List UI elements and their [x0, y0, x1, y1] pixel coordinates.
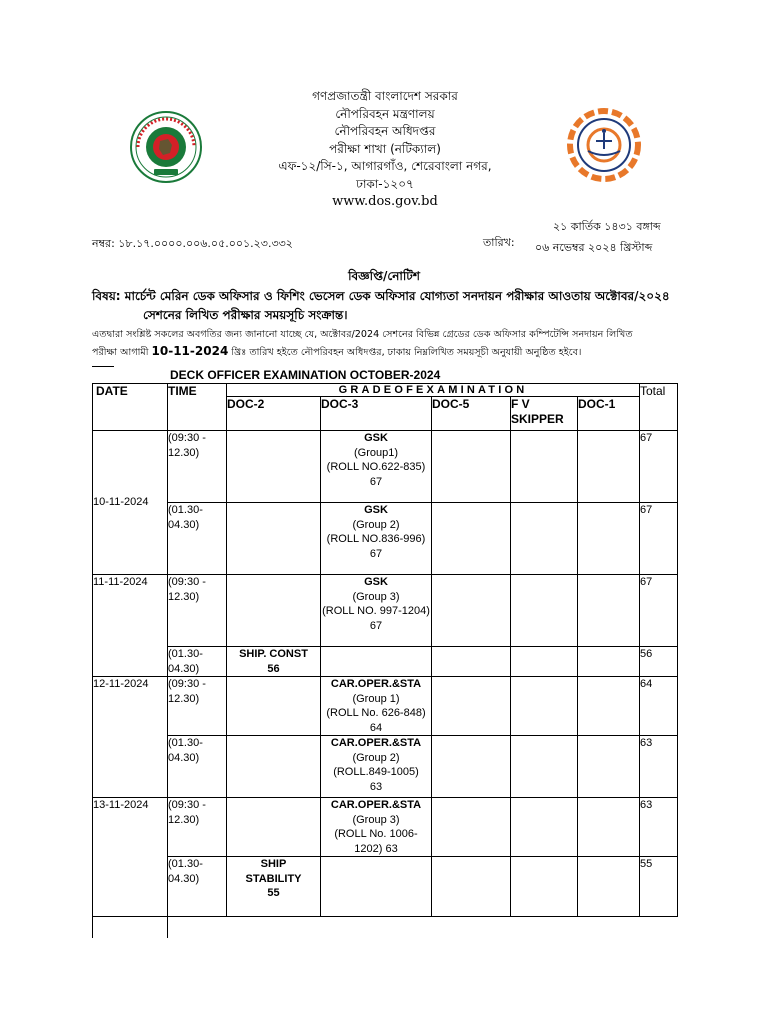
header-line-ministry: নৌপরিবহন মন্ত্রণালয় — [335, 106, 435, 121]
doc5-cell — [432, 647, 511, 677]
subject-line-2: সেশনের লিখিত পরীক্ষার সময়সূচি সংক্রান্ত। — [143, 308, 348, 322]
exam-title: DECK OFFICER EXAMINATION OCTOBER-2024 — [170, 368, 441, 382]
header-fv-skipper: F V SKIPPER — [511, 397, 578, 431]
time-cell: (09:30 - 12.30) — [168, 677, 227, 736]
time-cell: (09:30 - 12.30) — [168, 575, 227, 647]
header-doc-5: DOC-5 — [432, 397, 511, 431]
fv-skipper-cell — [511, 575, 578, 647]
doc2-cell — [227, 575, 321, 647]
exam-schedule-table — [92, 383, 678, 917]
doc1-cell — [578, 503, 640, 575]
date-cell — [93, 431, 168, 575]
divider-dash — [92, 366, 114, 367]
table-row — [93, 677, 678, 736]
table-row — [93, 431, 678, 503]
doc2-cell — [227, 798, 321, 857]
fv-skipper-cell — [511, 677, 578, 736]
time-cell: (01.30-04.30) — [168, 503, 227, 575]
doc2-count: 56 — [267, 662, 280, 675]
doc5-cell — [432, 503, 511, 575]
table-row — [93, 857, 678, 917]
doc3-subject: GSK — [364, 504, 388, 516]
time-cell: (01.30-04.30) — [168, 647, 227, 677]
header-time: TIME — [168, 384, 227, 431]
doc1-cell — [578, 431, 640, 503]
header-line-section: পরীক্ষা শাখা (নটিক্যাল) — [329, 141, 441, 156]
doc3-cell — [321, 575, 432, 647]
doc2-cell — [227, 857, 321, 917]
doc3-group: (Group 2) — [352, 518, 400, 531]
doc1-cell — [578, 647, 640, 677]
doc2-cell — [227, 677, 321, 736]
fv-skipper-cell — [511, 857, 578, 917]
header-total: Total — [640, 384, 678, 431]
date-value: 10-11-2024 — [93, 496, 149, 509]
doc1-cell — [578, 575, 640, 647]
doc5-cell — [432, 431, 511, 503]
doc3-roll: (ROLL NO.622-835) — [326, 461, 426, 473]
header-website: www.dos.gov.bd — [332, 194, 438, 209]
fv-skipper-cell — [511, 503, 578, 575]
table-row — [93, 798, 678, 857]
fv-skipper-cell — [511, 798, 578, 857]
doc2-count: 55 — [267, 887, 280, 899]
total-cell: 67 — [640, 575, 678, 647]
doc3-subject: CAR.OPER.&STA — [330, 678, 422, 690]
header-grade-of-examination: GRADEOFEXAMINATION — [227, 384, 640, 397]
doc3-cell — [321, 857, 432, 917]
doc3-cell — [321, 798, 432, 857]
header-line-city: ঢাকা-১২০৭ — [356, 176, 414, 191]
doc3-subject: GSK — [364, 576, 388, 588]
doc2-cell — [227, 647, 321, 677]
doc1-cell — [578, 736, 640, 798]
fv-skipper-cell — [511, 647, 578, 677]
doc3-count: 63 — [369, 780, 383, 793]
date-value: 13-11-2024 — [93, 799, 149, 811]
time-cell: (09:30 - 12.30) — [168, 798, 227, 857]
notice-title: বিজ্ঞপ্তি/নোটিশ — [348, 269, 420, 283]
fv-skipper-cell — [511, 431, 578, 503]
header-line-government: গণপ্রজাতন্ত্রী বাংলাদেশ সরকার — [312, 89, 458, 103]
doc1-cell — [578, 798, 640, 857]
total-cell: 67 — [640, 503, 678, 575]
doc5-cell — [432, 798, 511, 857]
doc3-subject: CAR.OPER.&STA — [330, 799, 422, 811]
doc5-cell — [432, 736, 511, 798]
date-cell — [93, 798, 168, 917]
total-cell: 67 — [640, 431, 678, 503]
date-value: 11-11-2024 — [93, 576, 148, 588]
date-bangla: ২১ কার্তিক ১৪৩১ বঙ্গাব্দ — [553, 220, 661, 233]
doc3-group: (Group 3) — [352, 813, 400, 826]
doc1-cell — [578, 857, 640, 917]
body-start-date: 10-11-2024 — [151, 344, 229, 358]
doc1-cell — [578, 677, 640, 736]
doc3-count: 67 — [369, 547, 383, 560]
doc3-group: (Group 3) — [352, 590, 400, 603]
table-row — [93, 736, 678, 798]
header-line-address: এফ-১২/সি-১, আগারগাঁও, শেরেবাংলা নগর, — [278, 159, 492, 173]
doc3-subject: CAR.OPER.&STA — [330, 737, 422, 749]
header-doc-1: DOC-1 — [578, 397, 640, 431]
table-row — [93, 575, 678, 647]
doc2-subject: SHIP. CONST — [239, 648, 308, 660]
doc5-cell — [432, 857, 511, 917]
doc3-group: (Group1) — [353, 446, 399, 459]
table-row — [93, 647, 678, 677]
subject-line-1: মার্চেন্ট মেরিন ডেক অফিসার ও ফিশিং ভেসেল ডেক অফিসার যোগ্যতা সনদায়ন পরীক্ষার আওতায় অক্টোবর/২০২৪ — [124, 289, 670, 303]
doc3-subject: GSK — [364, 432, 388, 444]
doc3-cell — [321, 736, 432, 798]
doc3-group: (Group 2) — [352, 751, 400, 764]
total-cell: 55 — [640, 857, 678, 917]
doc3-group: (Group 1) — [352, 692, 400, 705]
doc5-cell — [432, 575, 511, 647]
doc3-cell — [321, 647, 432, 677]
subject — [92, 287, 692, 325]
date-value: 12-11-2024 — [93, 678, 149, 690]
doc3-roll: (ROLL NO.836-996) — [326, 533, 426, 545]
subject-label: বিষয়: — [92, 289, 121, 303]
date-gregorian: ০৬ নভেম্বর ২০২৪ খ্রিস্টাব্দ — [535, 241, 653, 254]
reference-number: নম্বর: ১৮.১৭.০০০০.০০৬.০৫.০০১.২৩.৩৩২ — [92, 237, 293, 250]
body-text-part-2c: খ্রিঃ তারিখ হইতে নৌপরিবহন অধিদপ্তর, ঢাকায় নিম্নলিখিত সময়সূচী অনুযায়ী অনুষ্ঠিত হইবে। — [228, 347, 582, 358]
doc3-roll: (ROLL No. 626-848) 64 — [326, 707, 426, 734]
doc3-roll: (ROLL No. 1006-1202) 63 — [334, 828, 418, 855]
office-header — [190, 88, 580, 211]
doc3-count: 67 — [369, 619, 383, 632]
total-cell: 56 — [640, 647, 678, 677]
doc3-cell — [321, 431, 432, 503]
table-continuation-line — [167, 910, 168, 938]
header-date: DATE — [93, 384, 168, 431]
doc2-cell — [227, 503, 321, 575]
date-label: তারিখ: — [483, 236, 515, 249]
doc2-cell — [227, 431, 321, 503]
notice-body — [92, 326, 692, 361]
doc2-subject: SHIP STABILITY — [245, 858, 302, 885]
doc5-cell — [432, 677, 511, 736]
body-text-part-1: এতদ্বারা সংশ্লিষ্ট সকলের অবগতির জন্য জানানো যাচ্ছে যে, অক্টোবর/2024 সেশনের বিভিন্ন গ্রেডের ডেক অফিসার কম্পিটেন্সি সনদায়ন লিখিত — [92, 329, 633, 340]
body-text-part-2a: পরীক্ষা আগামী — [92, 347, 152, 358]
total-cell: 64 — [640, 677, 678, 736]
table-row — [93, 503, 678, 575]
table-continuation-line-left — [92, 910, 93, 938]
date-cell — [93, 677, 168, 798]
doc3-cell — [321, 677, 432, 736]
header-doc-2: DOC-2 — [227, 397, 321, 431]
doc2-cell — [227, 736, 321, 798]
doc3-cell — [321, 503, 432, 575]
header-doc-3: DOC-3 — [321, 397, 432, 431]
total-cell: 63 — [640, 736, 678, 798]
doc3-roll: (ROLL NO. 997-1204) — [322, 605, 430, 617]
time-cell: (01.30-04.30) — [168, 736, 227, 798]
time-cell: (01.30-04.30) — [168, 857, 227, 917]
header-line-department: নৌপরিবহন অধিদপ্তর — [334, 124, 436, 138]
fv-skipper-cell — [511, 736, 578, 798]
total-cell: 63 — [640, 798, 678, 857]
doc3-count: 67 — [369, 475, 383, 488]
date-cell — [93, 575, 168, 677]
time-cell: (09:30 - 12.30) — [168, 431, 227, 503]
doc3-roll: (ROLL.849-1005) — [333, 766, 419, 778]
